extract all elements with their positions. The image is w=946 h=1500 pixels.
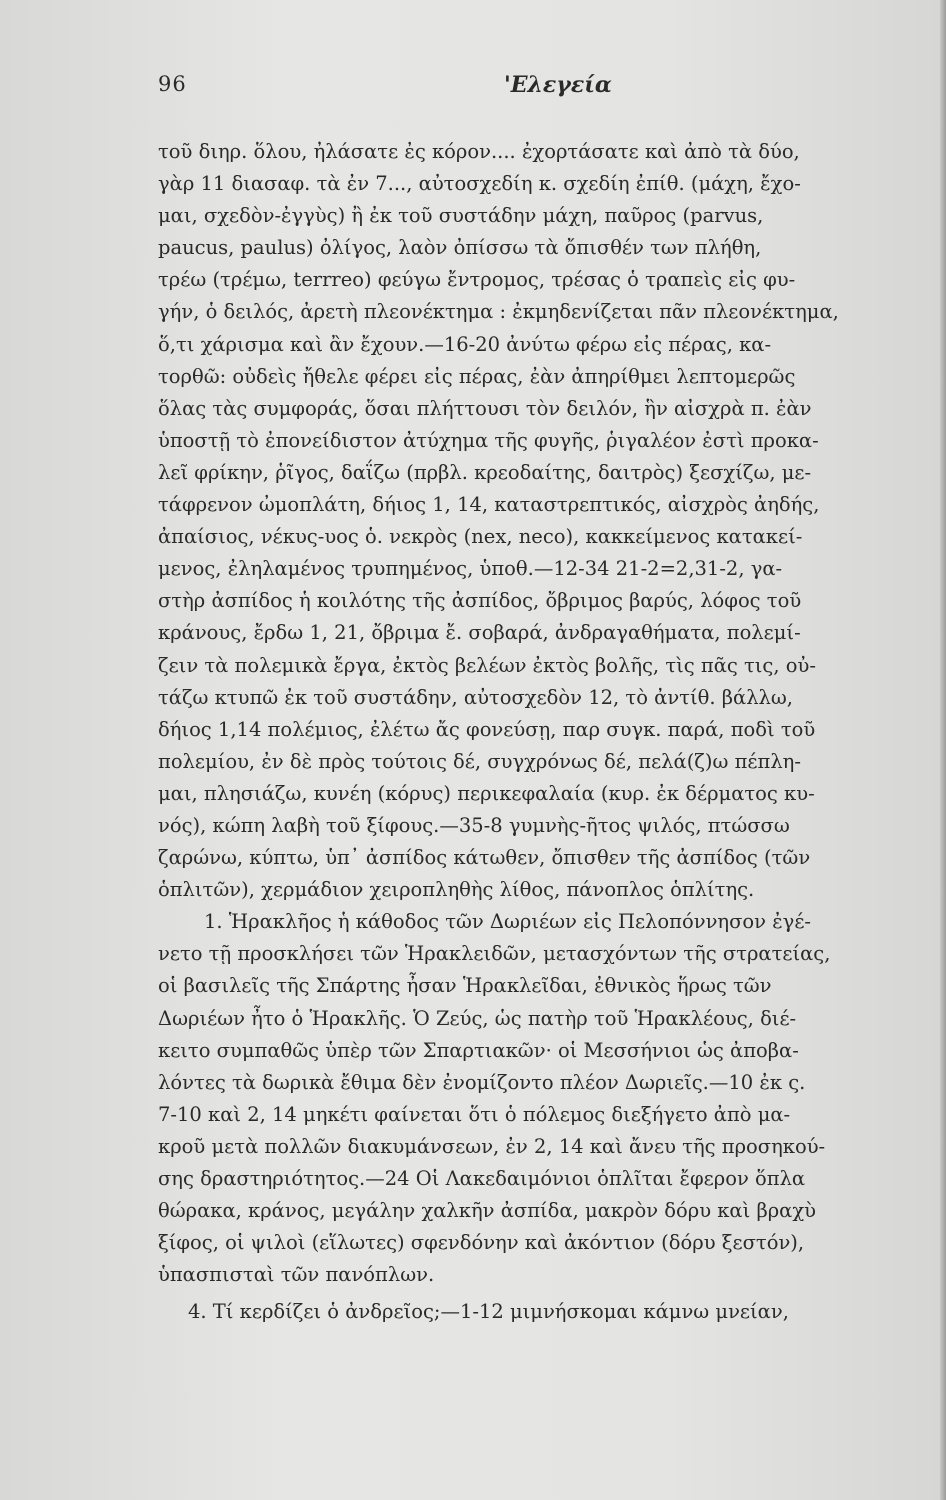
text-line: στὴρ ἀσπίδος ἡ κοιλότης τῆς ἀσπίδος, ὄβριμος βαρύς, λόφος τοῦ [158, 589, 802, 613]
text-line: τορθῶ: οὐδεὶς ἤθελε φέρει εἰς πέρας, ἐὰν ἀπηρίθμει λεπτομερῶς [158, 364, 796, 388]
text-line: θώρακα, κράνος, μεγάλην χαλκῆν ἀσπίδα, μακρὸν δόρυ καὶ βραχὺ [158, 1199, 817, 1223]
text-line: τοῦ διηρ. ὅλου, ἠλάσατε ἐς κόρον.... ἐχορτάσατε καὶ ἀπὸ τὰ δύο, [158, 140, 800, 163]
text-line: μαι, σχεδὸν-ἐγγὺς) ἢ ἐκ τοῦ συστάδην μάχη, παῦρος (parvus, [158, 204, 764, 228]
text-line: ξίφος, οἱ ψιλοὶ (εἵλωτες) σφενδόνην καὶ ἀκόντιον (δόρυ ξεστόν), [158, 1231, 805, 1255]
text-line: ὑποστῇ τὸ ἐπονείδιστον ἀτύχημα τῆς φυγῆς, ῥιγαλέον ἐστὶ προκα- [158, 428, 819, 452]
text-line: ζαρώνω, κύπτω, ὑπ᾿ ἀσπίδος κάτωθεν, ὄπισθεν τῆς ἀσπίδος (τῶν [158, 846, 811, 870]
text-line: λεῖ φρίκην, ῥῖγος, δαΐζω (πρβλ. κρεοδαίτης, δαιτρὸς) ξεσχίζω, με- [158, 460, 812, 484]
text-line: κροῦ μετὰ πολλῶν διακυμάνσεων, ἐν 2, 14 καὶ ἄνευ τῆς προσηκού- [158, 1134, 826, 1158]
text-line: 1. Ἡρακλῆος ἡ κάθοδος τῶν Δωριέων εἰς Πελοπόννησον ἐγέ- [204, 910, 812, 934]
text-line: κειτο συμπαθῶς ὑπὲρ τῶν Σπαρτιακῶν· οἱ Μεσσήνιοι ὡς ἀποβα- [158, 1038, 799, 1062]
text-line: νετο τῇ προσκλήσει τῶν Ἡρακλειδῶν, μετασχόντων τῆς στρατείας, [158, 942, 831, 966]
text-line: ζειν τὰ πολεμικὰ ἔργα, ἐκτὸς βελέων ἐκτὸς βολῆς, τὶς πᾶς τις, οὐ- [158, 653, 816, 677]
text-line: μενος, ἐληλαμένος τρυπημένος, ὑποθ.—12-34 21-2=2,31-2, γα- [158, 557, 783, 581]
page-number: 96 [158, 72, 187, 96]
section-heading-line: 4. Τί κερδίζει ὁ ἀνδρεῖος;—1-12 μιμνήσκομαι κάμνω μνείαν, [188, 1300, 789, 1324]
running-head: 'Ελεγεία [504, 72, 612, 98]
body-text [158, 136, 934, 1328]
text-line: τρέω (τρέμω, terrreo) φεύγω ἔντρομος, τρέσας ὁ τραπεὶς εἰς φυ- [158, 268, 796, 292]
text-line: μαι, πλησιάζω, κυνέη (κόρυς) περικεφαλαία (κυρ. ἐκ δέρματος κυ- [158, 781, 815, 805]
text-line: γήν, ὁ δειλός, ἀρετὴ πλεονέκτημα : ἐκμηδενίζεται πᾶν πλεονέκτημα, [158, 300, 839, 324]
text-line: νός), κώπη λαβὴ τοῦ ξίφους.—35-8 γυμνὴς-ῆτος ψιλός, πτώσσω [158, 813, 790, 837]
text-line: λόντες τὰ δωρικὰ ἔθιμα δὲν ἐνομίζοντο πλέον Δωριεῖς.—10 ἐκ ς. [158, 1070, 806, 1094]
text-line: πολεμίου, ἐν δὲ πρὸς τούτοις δέ, συγχρόνως δέ, πελά(ζ)ω πέπλη- [158, 749, 801, 773]
text-line: ὅλας τὰς συμφοράς, ὅσαι πλήττουσι τὸν δειλόν, ἣν αἰσχρὰ π. ἐὰν [158, 396, 812, 420]
text-line: οἱ βασιλεῖς τῆς Σπάρτης ἦσαν Ἡρακλεῖδαι, ἐθνικὸς ἥρως τῶν [158, 974, 772, 998]
text-line: Δωριέων ἦτο ὁ Ἡρακλῆς. Ὁ Ζεύς, ὡς πατὴρ τοῦ Ἡρακλέους, διέ- [158, 1006, 797, 1030]
page-edge [940, 0, 946, 1500]
text-line: ὅ,τι χάρισμα καὶ ἂν ἔχουν.—16-20 ἀνύτω φέρω εἰς πέρας, κα- [158, 332, 772, 356]
text-line: paucus, paulus) ὀλίγος, λαὸν ὀπίσσω τὰ ὄπισθέν των πλήθη, [158, 236, 762, 260]
text-line: ὑπασπισταὶ τῶν πανόπλων. [158, 1263, 435, 1287]
text-line: τάφρενον ὠμοπλάτη, δήιος 1, 14, καταστρεπτικός, αἰσχρὸς ἀηδής, [158, 493, 820, 517]
text-line: ὁπλιτῶν), χερμάδιον χειροπληθὴς λίθος, πάνοπλος ὁπλίτης. [158, 878, 755, 902]
text-line: 7-10 καὶ 2, 14 μηκέτι φαίνεται ὅτι ὁ πόλεμος διεξήγετο ἀπὸ μα- [158, 1102, 791, 1126]
text-line: σης δραστηριότητος.—24 Οἱ Λακεδαιμόνιοι ὁπλῖται ἔφερον ὅπλα [158, 1167, 806, 1190]
text-line: κράνους, ἔρδω 1, 21, ὄβριμα ἔ. σοβαρά, ἀνδραγαθήματα, πολεμί- [158, 621, 801, 645]
text-line: δήιος 1,14 πολέμιος, ἐλέτω ἄς φονεύσῃ, παρ συγκ. παρά, ποδὶ τοῦ [158, 717, 816, 741]
text-line: τάζω κτυπῶ ἐκ τοῦ συστάδην, αὐτοσχεδὸν 12, τὸ ἀντίθ. βάλλω, [158, 685, 794, 709]
text-line: ἀπαίσιος, νέκυς-υος ὁ. νεκρὸς (nex, neco), κακκείμενος κατακεί- [158, 525, 803, 549]
text-line: γὰρ 11 διασαφ. τὰ ἐν 7..., αὐτοσχεδίη κ. σχεδίη ἐπίθ. (μάχη, ἔχο- [158, 172, 801, 196]
